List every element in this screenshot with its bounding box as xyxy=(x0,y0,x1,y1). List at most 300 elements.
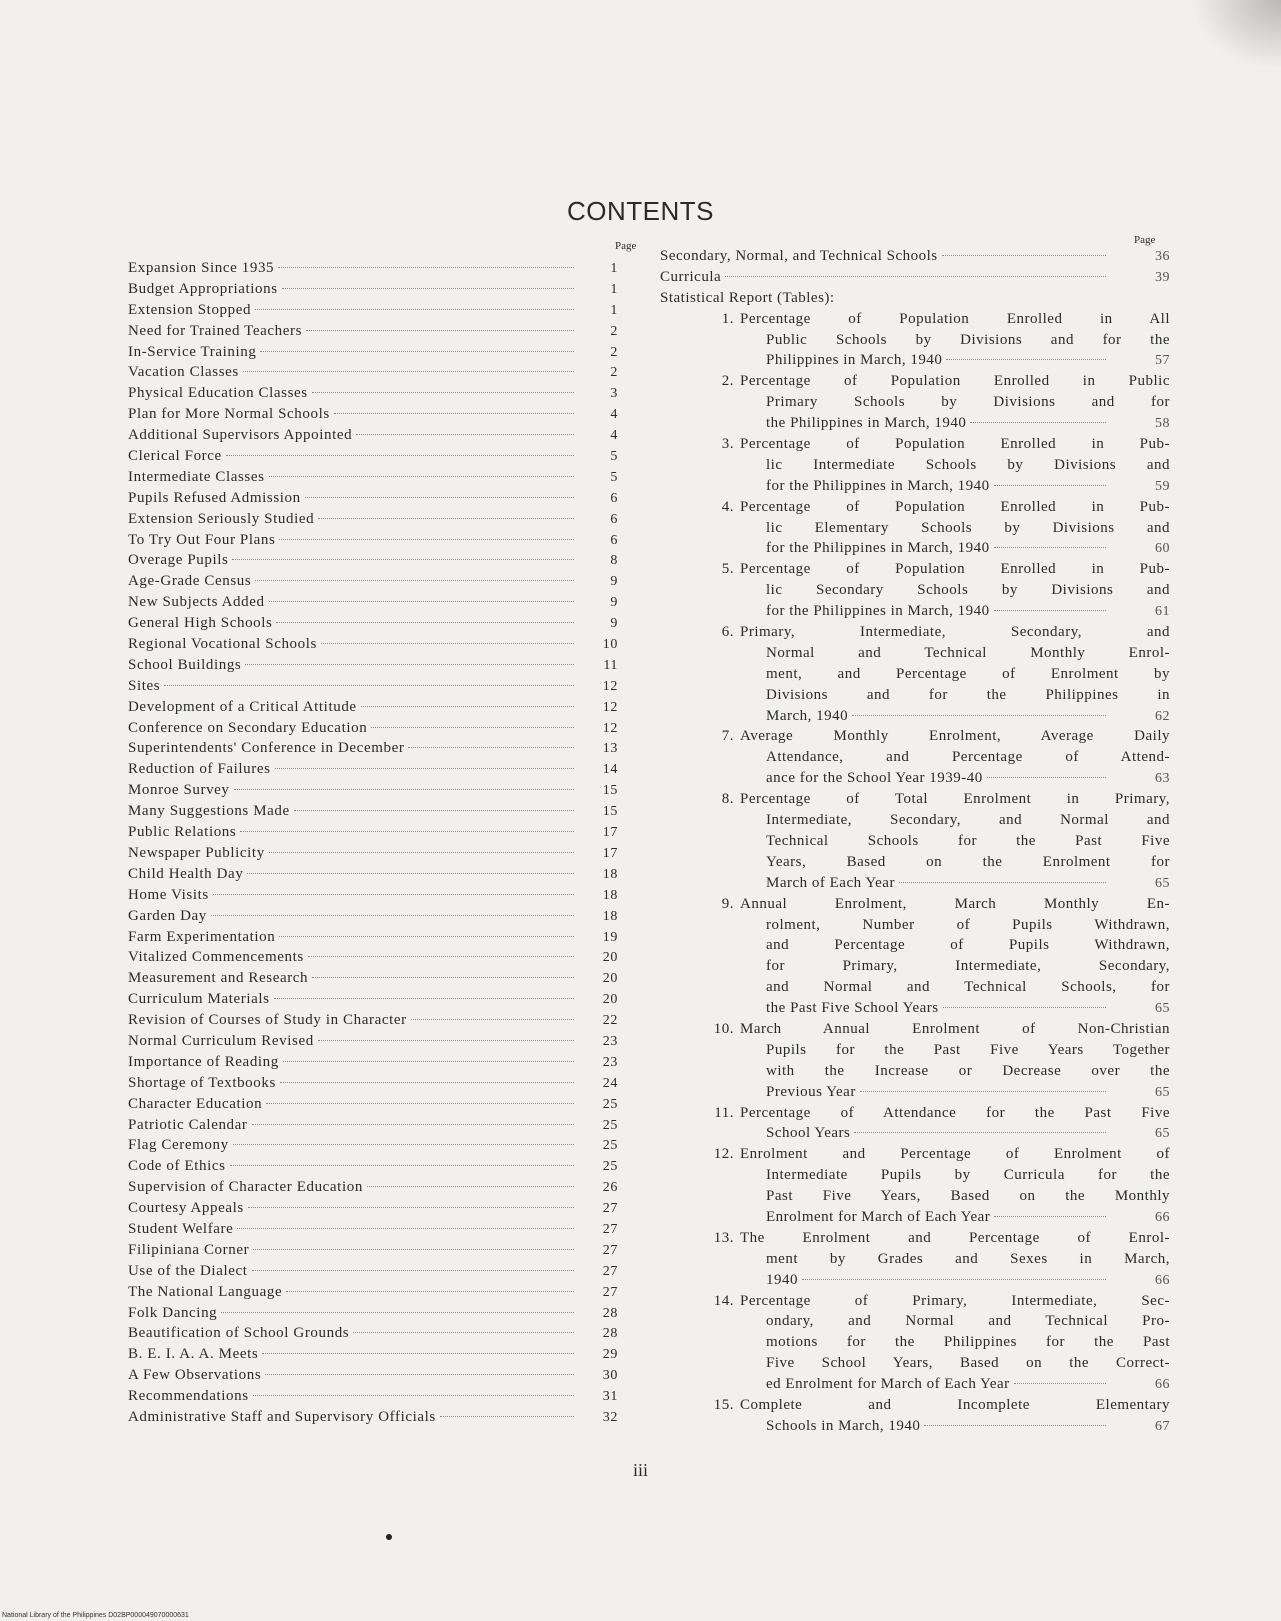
toc-entry xyxy=(128,1325,618,1346)
toc-entry-page: 25 xyxy=(602,1138,618,1154)
table-title-line: for the Philippines in March, 1940 xyxy=(766,477,990,494)
toc-entry-page: 12 xyxy=(602,720,618,736)
table-title-last-line xyxy=(740,1376,1170,1397)
table-page: 58 xyxy=(1155,416,1170,432)
table-title-last-line xyxy=(740,352,1170,373)
leader-dots xyxy=(860,1091,1106,1092)
table-page: 63 xyxy=(1155,771,1170,787)
toc-entry xyxy=(128,1096,618,1117)
toc-entry xyxy=(128,1263,618,1284)
table-title-line: for the Philippines in March, 1940 xyxy=(766,540,990,557)
leader-dots xyxy=(994,610,1106,611)
toc-entry-title: Character Education xyxy=(128,1095,263,1112)
toc-entry-title: Student Welfare xyxy=(128,1220,234,1237)
toc-entry xyxy=(128,1179,618,1200)
toc-entry xyxy=(128,678,618,699)
toc-entry xyxy=(128,448,618,469)
leader-dots xyxy=(924,1425,1106,1426)
table-entry xyxy=(708,311,1170,374)
leader-dots xyxy=(411,1019,574,1020)
table-number: 12. xyxy=(713,1146,734,1163)
leader-dots xyxy=(253,1249,574,1250)
toc-entry-page: 25 xyxy=(602,1117,618,1133)
table-page: 62 xyxy=(1155,708,1170,724)
table-title-line: Technical Schools for the Past Five xyxy=(766,832,1170,849)
toc-entry-page: 9 xyxy=(610,595,618,611)
table-title-line: Complete and Incomplete Elementary xyxy=(740,1396,1170,1413)
toc-entry-title: Vacation Classes xyxy=(128,364,239,381)
table-number: 4. xyxy=(721,498,734,515)
toc-entry-title: Importance of Reading xyxy=(128,1053,279,1070)
page-column-label-left: Page xyxy=(615,240,637,252)
toc-entry-page: 2 xyxy=(610,344,618,360)
table-title-line: Enrolment and Percentage of Enrolment of xyxy=(740,1146,1170,1163)
table-number: 7. xyxy=(721,728,734,745)
toc-entry xyxy=(128,845,618,866)
toc-entry-page: 1 xyxy=(610,261,618,276)
leader-dots xyxy=(275,768,574,769)
leader-dots xyxy=(211,915,574,916)
table-title-line: lic Secondary Schools by Divisions and xyxy=(766,582,1170,599)
toc-entry-title: Courtesy Appeals xyxy=(128,1200,244,1217)
toc-entry-title: Plan for More Normal Schools xyxy=(128,406,330,423)
leader-dots xyxy=(361,706,574,707)
toc-entry xyxy=(128,490,618,511)
leader-dots xyxy=(234,789,574,790)
table-entry-body xyxy=(740,436,1170,499)
leader-dots xyxy=(255,309,574,310)
leader-dots xyxy=(240,831,574,832)
table-entry xyxy=(708,499,1170,562)
toc-entry xyxy=(660,248,1170,269)
toc-entry-page: 15 xyxy=(602,783,618,799)
table-title-line: and Percentage of Pupils Withdrawn, xyxy=(766,937,1170,954)
table-title-line: ondary, and Normal and Technical Pro- xyxy=(766,1313,1170,1330)
table-entry xyxy=(708,728,1170,791)
table-title-last-line xyxy=(740,1084,1170,1105)
leader-dots xyxy=(306,330,574,331)
toc-entry xyxy=(128,364,618,385)
leader-dots xyxy=(852,715,1106,716)
toc-entry-title: Additional Supervisors Appointed xyxy=(128,427,353,444)
table-entry-body xyxy=(740,311,1170,374)
toc-entry-page: 4 xyxy=(610,428,618,444)
table-title-line: Intermediate Pupils by Curricula for the xyxy=(766,1167,1170,1184)
toc-entry-page: 28 xyxy=(602,1305,618,1321)
toc-entry xyxy=(128,1075,618,1096)
table-entry xyxy=(708,561,1170,624)
table-entry xyxy=(708,791,1170,895)
table-number: 8. xyxy=(721,791,734,808)
table-title-line: Normal and Technical Monthly Enrol- xyxy=(766,644,1170,661)
table-title-line: ment by Grades and Sexes in March, xyxy=(766,1250,1170,1267)
toc-entry-title: Garden Day xyxy=(128,907,207,924)
leader-dots xyxy=(356,434,574,435)
leader-dots xyxy=(245,664,574,665)
toc-entry-title: New Subjects Added xyxy=(128,594,265,611)
leader-dots xyxy=(283,1061,574,1062)
toc-entry-page: 12 xyxy=(602,699,618,715)
leader-dots xyxy=(294,810,574,811)
table-title-line: Percentage of Attendance for the Past Five xyxy=(740,1104,1170,1121)
table-number: 1. xyxy=(721,310,734,327)
toc-entry-page: 3 xyxy=(610,386,618,402)
toc-entry xyxy=(128,887,618,908)
table-entry xyxy=(708,1293,1170,1397)
toc-entry-page: 9 xyxy=(610,574,618,590)
toc-entry-title: Clerical Force xyxy=(128,448,222,465)
tables-list xyxy=(660,311,1170,1439)
table-number: 11. xyxy=(714,1104,734,1121)
table-title-last-line xyxy=(740,540,1170,561)
toc-entry xyxy=(128,1117,618,1138)
leader-dots xyxy=(255,580,574,581)
toc-entry-title: Measurement and Research xyxy=(128,970,309,987)
leader-dots xyxy=(269,476,574,477)
toc-entry-page: 20 xyxy=(602,971,618,987)
toc-entry-page: 27 xyxy=(602,1242,618,1258)
page-title: CONTENTS xyxy=(567,196,714,226)
table-title-line: Primary Schools by Divisions and for xyxy=(766,394,1170,411)
leader-dots xyxy=(269,601,574,602)
toc-entry xyxy=(128,803,618,824)
toc-entry xyxy=(128,636,618,657)
leader-dots xyxy=(987,777,1106,778)
toc-entry-title: A Few Observations xyxy=(128,1367,262,1384)
toc-entry-title: Vitalized Commencements xyxy=(128,949,304,966)
toc-entry-title: Secondary, Normal, and Technical Schools xyxy=(660,248,938,264)
toc-entry xyxy=(128,1284,618,1305)
table-entry-body xyxy=(740,1021,1170,1105)
leader-dots xyxy=(1014,1383,1106,1384)
toc-entry-page: 36 xyxy=(1155,249,1170,264)
toc-entry xyxy=(128,573,618,594)
leader-dots xyxy=(252,1270,574,1271)
table-entry xyxy=(708,436,1170,499)
leader-dots xyxy=(994,547,1106,548)
table-title-line: Average Monthly Enrolment, Average Daily xyxy=(740,728,1170,745)
table-title-line: Percentage of Population Enrolled in Pub- xyxy=(740,498,1170,515)
table-title-line: with the Increase or Decrease over the xyxy=(766,1062,1170,1079)
right-contents-list xyxy=(660,248,1170,1439)
table-title-line: lic Elementary Schools by Divisions and xyxy=(766,519,1170,536)
toc-entry-page: 5 xyxy=(610,469,618,485)
toc-entry xyxy=(128,281,618,302)
table-title-last-line xyxy=(740,875,1170,896)
leader-dots xyxy=(970,422,1106,423)
leader-dots xyxy=(854,1132,1106,1133)
leader-dots xyxy=(265,1374,574,1375)
toc-entry-title: Physical Education Classes xyxy=(128,385,308,402)
leader-dots xyxy=(408,747,574,748)
toc-entry-page: 2 xyxy=(610,365,618,381)
toc-entry-page: 9 xyxy=(610,616,618,632)
toc-entry xyxy=(128,761,618,782)
leader-dots xyxy=(994,1216,1106,1217)
leader-dots xyxy=(280,1082,574,1083)
table-title-line: rolment, Number of Pupils Withdrawn, xyxy=(766,916,1170,933)
toc-entry-title: Folk Dancing xyxy=(128,1304,218,1321)
table-title-line: The Enrolment and Percentage of Enrol- xyxy=(740,1229,1170,1246)
leader-dots xyxy=(946,359,1106,360)
toc-entry xyxy=(128,1388,618,1409)
toc-entry-title: Use of the Dialect xyxy=(128,1262,248,1279)
toc-entry-title: Child Health Day xyxy=(128,865,244,882)
leader-dots xyxy=(942,255,1106,256)
toc-entry xyxy=(128,1158,618,1179)
table-title-line: ed Enrolment for March of Each Year xyxy=(766,1376,1010,1393)
toc-entry-title: Flag Ceremony xyxy=(128,1137,229,1154)
toc-entry-title: Extension Stopped xyxy=(128,301,252,318)
table-number: 10. xyxy=(713,1020,734,1037)
leader-dots xyxy=(279,936,574,937)
table-number: 9. xyxy=(721,895,734,912)
toc-entry-title: To Try Out Four Plans xyxy=(128,531,276,548)
table-title-line: Percentage of Population Enrolled in Public xyxy=(740,373,1170,390)
leader-dots xyxy=(164,685,574,686)
table-number: 6. xyxy=(721,624,734,641)
leader-dots xyxy=(282,288,574,289)
leader-dots xyxy=(230,1165,574,1166)
toc-entry-page: 28 xyxy=(602,1326,618,1342)
toc-entry-page: 27 xyxy=(602,1201,618,1217)
table-title-line: Public Schools by Divisions and for the xyxy=(766,331,1170,348)
toc-entry xyxy=(128,594,618,615)
leader-dots xyxy=(353,1332,574,1333)
leader-dots xyxy=(305,497,574,498)
table-title-line: Percentage of Population Enrolled in All xyxy=(740,310,1170,327)
table-entry-body xyxy=(740,561,1170,624)
leader-dots xyxy=(274,998,574,999)
toc-entry-title: Revision of Courses of Study in Character xyxy=(128,1012,407,1029)
toc-entry xyxy=(128,1305,618,1326)
toc-entry-page: 22 xyxy=(602,1013,618,1029)
toc-entry-page: 6 xyxy=(610,532,618,548)
table-title-line: Past Five Years, Based on the Monthly xyxy=(766,1188,1170,1205)
toc-entry-page: 27 xyxy=(602,1263,618,1279)
table-entry xyxy=(708,624,1170,728)
toc-entry-title: In-Service Training xyxy=(128,343,257,360)
toc-entry-page: 12 xyxy=(602,678,618,694)
table-entry-body xyxy=(740,373,1170,436)
toc-entry-title: Superintendents' Conference in December xyxy=(128,740,405,757)
leader-dots xyxy=(312,977,574,978)
table-entry-body xyxy=(740,1230,1170,1293)
table-title-line: Primary, Intermediate, Secondary, and xyxy=(740,624,1170,641)
toc-entry xyxy=(660,269,1170,290)
toc-entry-title: Curriculum Materials xyxy=(128,991,270,1008)
toc-entry xyxy=(128,782,618,803)
table-title-line: Years, Based on the Enrolment for xyxy=(766,853,1170,870)
table-number: 3. xyxy=(721,436,734,453)
toc-entry-page: 25 xyxy=(602,1096,618,1112)
toc-entry-page: 26 xyxy=(602,1180,618,1196)
toc-entry-title: General High Schools xyxy=(128,615,273,632)
toc-entry-title: Newspaper Publicity xyxy=(128,844,265,861)
toc-entry-title: Monroe Survey xyxy=(128,782,230,799)
toc-entry xyxy=(128,1137,618,1158)
table-title-last-line xyxy=(740,708,1170,729)
toc-entry xyxy=(128,1409,618,1430)
leader-dots xyxy=(440,1416,574,1417)
leader-dots xyxy=(269,852,574,853)
leader-dots xyxy=(994,485,1106,486)
toc-entry xyxy=(128,824,618,845)
toc-entry-page: 27 xyxy=(602,1284,618,1300)
leader-dots xyxy=(247,873,574,874)
toc-entry xyxy=(128,657,618,678)
table-page: 59 xyxy=(1155,478,1170,494)
toc-entry-title: Pupils Refused Admission xyxy=(128,489,301,506)
toc-entry-page: 15 xyxy=(602,804,618,820)
toc-entry-title: Filipiniana Corner xyxy=(128,1241,250,1258)
toc-entry xyxy=(128,532,618,553)
table-title-line: Percentage of Population Enrolled in Pub- xyxy=(740,561,1170,578)
toc-entry-page: 25 xyxy=(602,1159,618,1175)
toc-entry xyxy=(128,1054,618,1075)
table-title-last-line xyxy=(740,603,1170,624)
leader-dots xyxy=(232,559,574,560)
table-title-line: Five School Years, Based on the Correct- xyxy=(766,1355,1170,1372)
toc-entry xyxy=(128,302,618,323)
table-title-line: Percentage of Total Enrolment in Primary, xyxy=(740,791,1170,808)
toc-entry-title: Need for Trained Teachers xyxy=(128,322,303,339)
table-title-last-line xyxy=(740,1418,1170,1439)
table-entry-body xyxy=(740,791,1170,895)
toc-entry xyxy=(128,720,618,741)
leader-dots xyxy=(371,727,574,728)
toc-entry-title: Home Visits xyxy=(128,886,209,903)
table-entry xyxy=(708,1021,1170,1105)
toc-entry-page: 17 xyxy=(602,845,618,861)
leader-dots xyxy=(253,1395,574,1396)
table-page: 60 xyxy=(1155,541,1170,557)
leader-dots xyxy=(286,1291,574,1292)
toc-entry-title: Normal Curriculum Revised xyxy=(128,1032,314,1049)
table-entry xyxy=(708,1146,1170,1230)
toc-entry xyxy=(128,427,618,448)
table-title-line: Percentage of Primary, Intermediate, Sec- xyxy=(740,1292,1170,1309)
table-title-line: lic Intermediate Schools by Divisions and xyxy=(766,456,1170,473)
table-title-line: Philippines in March, 1940 xyxy=(766,352,943,369)
toc-entry-title: Budget Appropriations xyxy=(128,280,278,297)
toc-entry-title: Farm Experimentation xyxy=(128,928,276,945)
toc-entry xyxy=(128,323,618,344)
toc-entry-title: Sites xyxy=(128,677,161,694)
toc-entry-title: Expansion Since 1935 xyxy=(128,260,275,276)
table-number: 13. xyxy=(713,1229,734,1246)
toc-entry-title: Beautification of School Grounds xyxy=(128,1325,350,1342)
toc-entry-page: 17 xyxy=(602,825,618,841)
toc-entry-title: The National Language xyxy=(128,1283,283,1300)
toc-entry-title: Patriotic Calendar xyxy=(128,1116,248,1133)
table-title-last-line xyxy=(740,1209,1170,1230)
table-page: 65 xyxy=(1155,1126,1170,1142)
toc-entry-page: 18 xyxy=(602,866,618,882)
toc-entry xyxy=(128,740,618,761)
table-title-line: March Annual Enrolment of Non-Christian xyxy=(740,1020,1170,1037)
toc-entry-title: Public Relations xyxy=(128,824,237,841)
table-entry-body xyxy=(740,896,1170,1021)
table-entry xyxy=(708,373,1170,436)
toc-entry-page: 5 xyxy=(610,449,618,465)
table-title-line: Attendance, and Percentage of Attend- xyxy=(766,749,1170,766)
toc-entry xyxy=(128,385,618,406)
table-page: 66 xyxy=(1155,1377,1170,1393)
leader-dots xyxy=(248,1207,574,1208)
leader-dots xyxy=(279,539,574,540)
table-number: 2. xyxy=(721,373,734,390)
leader-dots xyxy=(237,1228,574,1229)
toc-entry-title: B. E. I. A. A. Meets xyxy=(128,1346,259,1363)
toc-entry-page: 4 xyxy=(610,407,618,423)
toc-entry xyxy=(128,949,618,970)
toc-entry-page: 18 xyxy=(602,908,618,924)
table-page: 61 xyxy=(1155,604,1170,620)
leader-dots xyxy=(278,267,574,268)
table-page: 66 xyxy=(1155,1272,1170,1288)
toc-entry-page: 24 xyxy=(602,1075,618,1091)
table-page: 65 xyxy=(1155,1001,1170,1017)
toc-entry-page: 31 xyxy=(602,1389,618,1405)
toc-entry-title: Development of a Critical Attitude xyxy=(128,698,357,715)
table-number: 5. xyxy=(721,561,734,578)
footer-stamp: National Library of the Philippines D02BP000049070000631 xyxy=(2,1612,189,1619)
toc-entry xyxy=(128,469,618,490)
table-title-line: Enrolment for March of Each Year xyxy=(766,1208,991,1225)
toc-entry xyxy=(128,970,618,991)
toc-entry xyxy=(128,615,618,636)
toc-entry-page: 23 xyxy=(602,1054,618,1070)
toc-entry-page: 1 xyxy=(610,281,618,297)
toc-entry-title: Overage Pupils xyxy=(128,552,229,569)
toc-entry xyxy=(128,991,618,1012)
toc-entry-title: Shortage of Textbooks xyxy=(128,1074,276,1091)
leader-dots xyxy=(318,518,574,519)
table-title-last-line xyxy=(740,1000,1170,1021)
toc-entry-page: 13 xyxy=(602,741,618,757)
toc-entry-title: Reduction of Failures xyxy=(128,761,271,778)
table-number: 15. xyxy=(713,1396,734,1413)
leader-dots xyxy=(308,956,574,957)
toc-entry xyxy=(128,344,618,365)
toc-entry-title: Extension Seriously Studied xyxy=(128,510,315,527)
table-title-last-line xyxy=(740,1272,1170,1293)
table-title-last-line xyxy=(740,1125,1170,1146)
table-title-line: Pupils for the Past Five Years Together xyxy=(766,1041,1170,1058)
toc-entry-title: Code of Ethics xyxy=(128,1158,226,1175)
toc-entry-title: Curricula xyxy=(660,268,722,285)
leader-dots xyxy=(312,392,574,393)
leader-dots xyxy=(334,413,574,414)
table-title-line: for Primary, Intermediate, Secondary, xyxy=(766,958,1170,975)
table-entry xyxy=(708,1105,1170,1147)
leader-dots xyxy=(802,1279,1106,1280)
table-title-line: motions for the Philippines for the Past xyxy=(766,1334,1170,1351)
table-entry-body xyxy=(740,1105,1170,1147)
table-title-line: ment, and Percentage of Enrolment by xyxy=(766,665,1170,682)
toc-entry-page: 20 xyxy=(602,992,618,1008)
toc-entry xyxy=(128,406,618,427)
toc-entry-page: 30 xyxy=(602,1368,618,1384)
toc-entry-page: 19 xyxy=(602,929,618,945)
toc-entry-page: 32 xyxy=(602,1409,618,1425)
leader-dots xyxy=(899,882,1106,883)
toc-entry-page: 8 xyxy=(610,553,618,569)
toc-entry-page: 39 xyxy=(1155,269,1170,285)
leader-dots xyxy=(943,1007,1106,1008)
leader-dots xyxy=(221,1312,574,1313)
